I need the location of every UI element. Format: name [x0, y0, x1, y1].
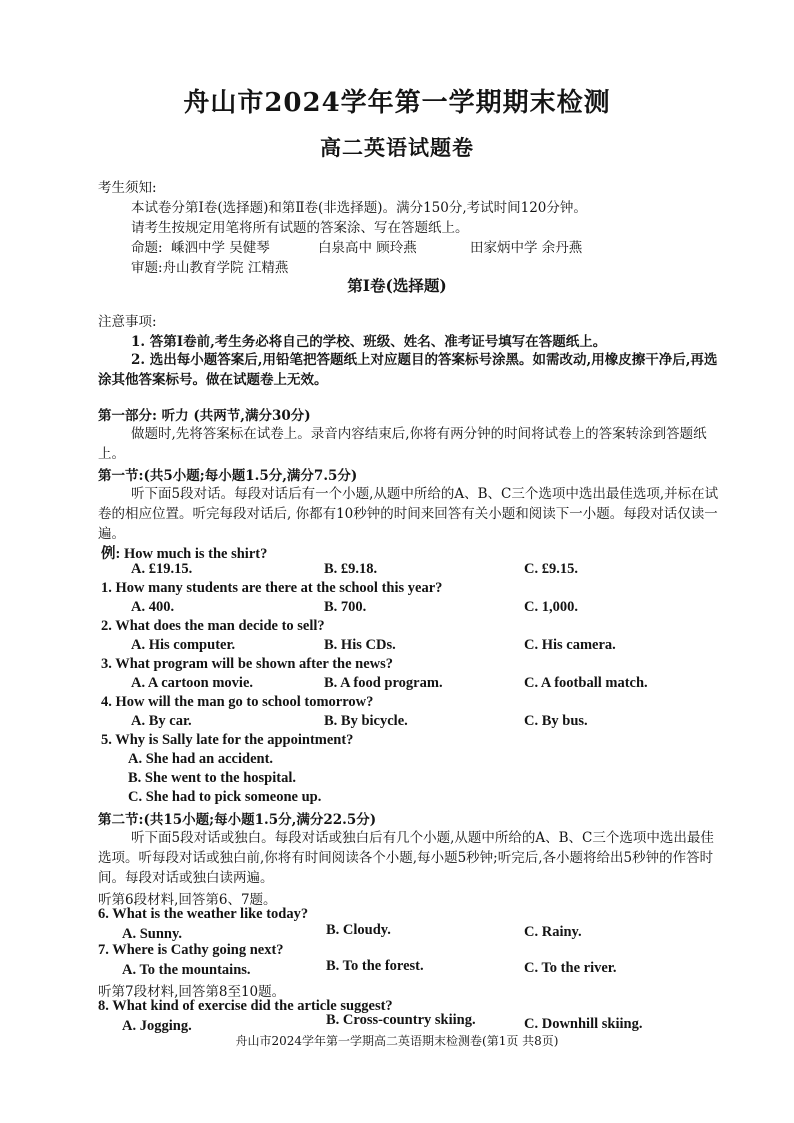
question-stem: 7. Where is Cathy going next? — [98, 942, 284, 958]
rule-1: 1. 答第Ⅰ卷前,考生务必将自己的学校、班级、姓名、准考证号填写在答题纸上。 — [131, 334, 607, 350]
question-stem: 1. How many students are there at the school this year? — [101, 580, 443, 596]
option-c: C. 1,000. — [524, 599, 578, 615]
question-stem: 4. How will the man go to school tomorrow? — [101, 694, 374, 710]
part-1-intro: 做题时,先将答案标在试卷上。录音内容结束后,你将有两分钟的时间将试卷上的答案转涂到答题纸上。 — [98, 426, 707, 462]
option-a: A. She had an accident. — [128, 751, 274, 767]
option-c: C. £9.15. — [524, 561, 578, 577]
question-stem: 2. What does the man decide to sell? — [101, 618, 325, 634]
option-a: A. By car. — [131, 713, 192, 729]
notice-line-2: 请考生按规定用笔将所有试题的答案涂、写在答题纸上。 — [131, 220, 469, 236]
option-c: C. By bus. — [524, 713, 588, 729]
option-c: C. She had to pick someone up. — [128, 789, 322, 805]
option-a: A. 400. — [131, 599, 175, 615]
question-stem: 3. What program will be shown after the news? — [101, 656, 394, 672]
option-b: B. To the forest. — [326, 958, 424, 974]
exam-subtitle: 高二英语试题卷 — [320, 135, 474, 160]
question-stem: 例: How much is the shirt? — [101, 546, 268, 562]
option-a: A. His computer. — [131, 637, 236, 653]
option-b: B. She went to the hospital. — [128, 770, 296, 786]
option-a: A. To the mountains. — [122, 962, 251, 978]
option-b: B. Cloudy. — [326, 922, 391, 938]
reviewer: 审题:舟山教育学院 江精燕 — [131, 260, 289, 276]
section-2-heading: 第二节:(共15小题;每小题1.5分,满分22.5分) — [98, 812, 377, 828]
rule-2: 2. 选出每小题答案后,用铅笔把答题纸上对应题目的答案标号涂黑。如需改动,用橡皮擦干净后,再选涂其他答案标号。做在试题卷上无效。 — [98, 352, 718, 388]
option-c: C. His camera. — [524, 637, 616, 653]
option-c: C. To the river. — [524, 960, 617, 976]
option-b: B. His CDs. — [324, 637, 396, 653]
option-b: B. 700. — [324, 599, 367, 615]
option-a: A. £19.15. — [131, 561, 193, 577]
section-1-title: 第Ⅰ卷(选择题) — [347, 276, 447, 295]
author-2: 白泉高中 顾玲燕 — [318, 240, 417, 256]
part-1-heading: 第一部分: 听力 (共两节,满分30分) — [98, 408, 311, 424]
material-7-instruction: 听第7段材料,回答第8至10题。 — [98, 984, 286, 1000]
section-1-intro: 听下面5段对话。每段对话后有一个小题,从题中所给的A、B、C三个选项中选出最佳选项,并标在试卷的相应位置。听完每段对话后, 你都有10秒钟的时间来回答有关小题和阅读下一小题。每段对话仅读一遍。 — [98, 486, 719, 542]
authors-label: 命题: — [131, 240, 163, 256]
attention-label: 注意事项: — [98, 314, 157, 330]
notice-line-1: 本试卷分第Ⅰ卷(选择题)和第Ⅱ卷(非选择题)。满分150分,考试时间120分钟。 — [131, 200, 587, 216]
option-b: B. A food program. — [324, 675, 443, 691]
section-2-intro: 听下面5段对话或独白。每段对话或独白后有几个小题,从题中所给的A、B、C三个选项中选出最佳选项。听每段对话或独白前,你将有时间阅读各个小题,每小题5秒钟;听完后,各小题将给出5秒钟的作答时间。每段对话或独白读两遍。 — [98, 830, 714, 886]
option-b: B. Cross-country skiing. — [326, 1012, 476, 1028]
option-c: C. Rainy. — [524, 924, 582, 940]
option-b: B. By bicycle. — [324, 713, 408, 729]
option-c: C. Downhill skiing. — [524, 1016, 643, 1032]
material-6-instruction: 听第6段材料,回答第6、7题。 — [98, 892, 277, 908]
option-a: A. Sunny. — [122, 926, 183, 942]
option-a: A. A cartoon movie. — [131, 675, 254, 691]
author-1: 嵊泗中学 吴健琴 — [171, 240, 270, 256]
option-c: C. A football match. — [524, 675, 648, 691]
section-1-heading: 第一节:(共5小题;每小题1.5分,满分7.5分) — [98, 468, 358, 484]
notice-label: 考生须知: — [98, 180, 157, 196]
question-stem: 8. What kind of exercise did the article suggest? — [98, 998, 393, 1014]
author-3: 田家炳中学 余丹燕 — [470, 240, 583, 256]
option-b: B. £9.18. — [324, 561, 378, 577]
option-a: A. Jogging. — [122, 1018, 192, 1034]
page-footer: 舟山市2024学年第一学期高二英语期末检测卷(第1页 共8页) — [235, 1034, 559, 1048]
exam-title: 舟山市2024学年第一学期期末检测 — [183, 88, 611, 118]
question-stem: 5. Why is Sally late for the appointment? — [101, 732, 354, 748]
question-stem: 6. What is the weather like today? — [98, 906, 309, 922]
